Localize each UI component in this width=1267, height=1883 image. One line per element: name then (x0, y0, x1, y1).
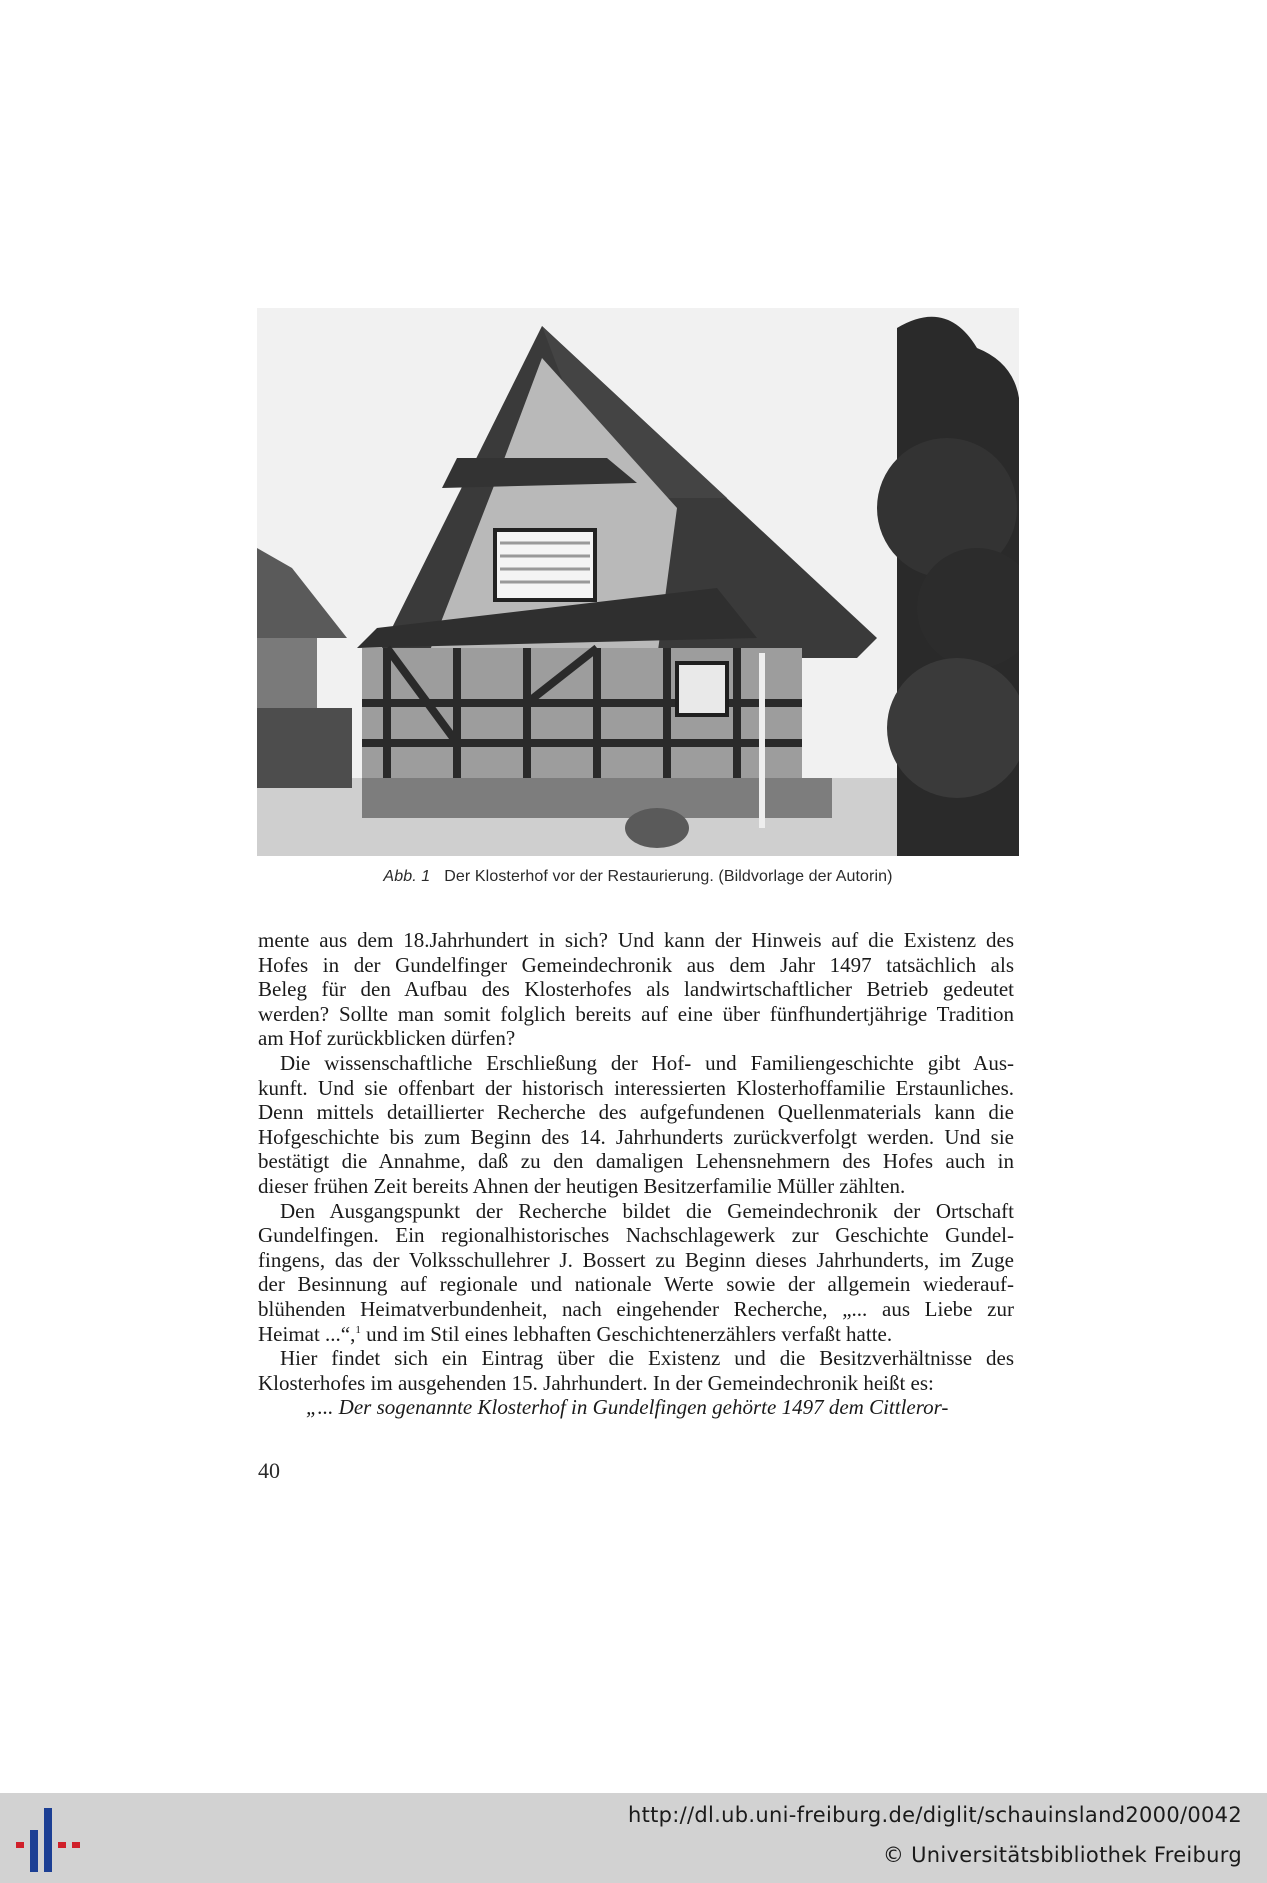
text-line: Klosterhofes im ausgehenden 15. Jahrhundert. In der Gemeindechronik heißt es: (258, 1370, 934, 1395)
text-line: Den Ausgangspunkt der Recherche bildet die Gemeindechronik der Ortschaft (280, 1198, 1014, 1223)
text-line: dieser frühen Zeit bereits Ahnen der heutigen Besitzerfamilie Müller zählten. (258, 1173, 906, 1198)
ub-freiburg-logo-icon (16, 1802, 82, 1872)
text-line: der Besinnung auf regionale und nationale Werte sowie der allgemein wiederauf- (258, 1272, 1014, 1297)
text-line: Gundelfingen. Ein regionalhistorisches Nachschlagewerk zur Geschichte Gundel- (258, 1223, 1014, 1248)
text-line: am Hof zurückblicken dürfen? (258, 1026, 516, 1051)
footnote-reference[interactable]: 1 (355, 1323, 361, 1336)
text-line: blühenden Heimatverbundenheit, nach eingehender Recherche, „... aus Liebe zur (258, 1296, 1014, 1321)
copyright-notice: © Universitätsbibliothek Freiburg (882, 1843, 1242, 1867)
text-line: Die wissenschaftliche Erschließung der Hof- und Familiengeschichte gibt Aus- (280, 1050, 1014, 1075)
text-line: Hofes in der Gundelfinger Gemeindechronik aus dem Jahr 1497 tatsächlich als (258, 952, 1014, 977)
text-fragment: Heimat ...“, (258, 1321, 356, 1346)
text-line: Beleg für den Aufbau des Klosterhofes als landwirtschaftlicher Betrieb gedeutet (258, 977, 1014, 1002)
page-number: 40 (258, 1458, 280, 1483)
footer-bar (0, 1793, 1267, 1883)
figure-caption (257, 868, 1019, 886)
quote-line: „... Der sogenannte Klosterhof in Gundelfingen gehörte 1497 dem Cittleror- (306, 1395, 949, 1420)
text-line: kunft. Und sie offenbart der historisch interessierten Klosterhoffamilie Erstaunliches. (258, 1075, 1014, 1100)
figure-label: Abb. 1 (383, 868, 431, 885)
figure-caption-text: Der Klosterhof vor der Restaurierung. (Bildvorlage der Autorin) (444, 868, 893, 885)
text-line: Denn mittels detaillierter Recherche des aufgefundenen Quellenmaterials kann die (258, 1100, 1014, 1125)
text-fragment: und im Stil eines lebhaften Geschichtenerzählers verfaßt hatte. (366, 1321, 893, 1346)
text-line-with-footnote (258, 1322, 1014, 1347)
text-line: mente aus dem 18.Jahrhundert in sich? Und kann der Hinweis auf die Existenz des (258, 928, 1014, 952)
text-line: Hofgeschichte bis zum Beginn des 14. Jahrhunderts zurückverfolgt werden. Und sie (258, 1124, 1014, 1149)
figure-photo (257, 308, 1019, 856)
half-timbered-farmhouse-photo (257, 308, 1019, 856)
text-line: bestätigt die Annahme, daß zu den damaligen Lehensnehmern des Hofes auch in (258, 1149, 1014, 1174)
text-line: Hier findet sich ein Eintrag über die Existenz und die Besitzverhältnisse des (280, 1346, 1014, 1371)
text-line: fingens, das der Volksschullehrer J. Bossert zu Beginn dieses Jahrhunderts, im Zuge (258, 1247, 1014, 1272)
body-text (258, 928, 1014, 1420)
permalink-url[interactable]: http://dl.ub.uni-freiburg.de/diglit/schauinsland2000/0042 (627, 1803, 1242, 1827)
text-line: werden? Sollte man somit folglich bereits auf eine über fünfhundertjährige Tradition (258, 1001, 1014, 1026)
